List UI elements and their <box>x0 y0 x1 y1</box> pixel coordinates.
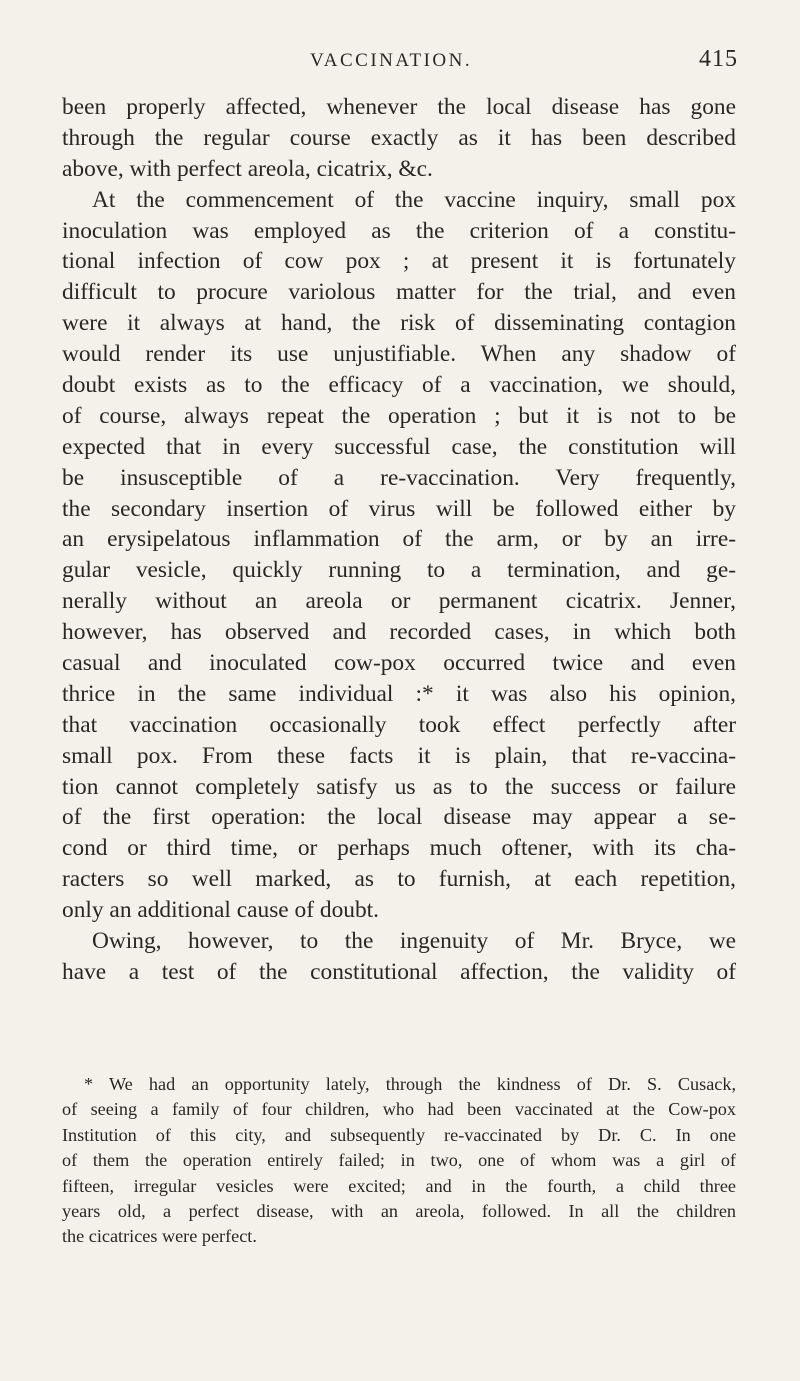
body-line: inoculation was employed as the criterion of a constitu- <box>62 217 736 244</box>
running-head <box>62 46 738 80</box>
footnote-line: * We had an opportunity lately, through the kindness of Dr. S. Cusack, <box>84 1074 736 1094</box>
body-line: small pox. From these facts it is plain, that re-vaccina- <box>62 742 736 769</box>
footnote-line: years old, a perfect disease, with an areola, followed. In all the children <box>62 1200 736 1221</box>
body-line: difficult to procure variolous matter for the trial, and even <box>62 279 736 306</box>
body-line: above, with perfect areola, cicatrix, &c. <box>62 155 433 182</box>
page-number: 415 <box>699 46 738 72</box>
body-line: Owing, however, to the ingenuity of Mr. Bryce, we <box>92 928 736 955</box>
footnote-line: of them the operation entirely failed; in two, one of whom was a girl of <box>62 1150 736 1171</box>
body-line: been properly affected, whenever the local disease has gone <box>62 94 736 120</box>
body-line: however, has observed and recorded cases, in which both <box>62 619 736 646</box>
body-line: were it always at hand, the risk of disseminating contagion <box>62 310 736 337</box>
body-line: At the commencement of the vaccine inquiry, small pox <box>92 186 736 213</box>
body-line: cond or third time, or perhaps much oftener, with its cha- <box>62 835 736 862</box>
running-title: VACCINATION. <box>310 50 473 71</box>
body-line: through the regular course exactly as it has been described <box>62 124 736 151</box>
body-line: of the first operation: the local disease may appear a se- <box>62 804 736 831</box>
body-line: nerally without an areola or permanent cicatrix. Jenner, <box>62 588 736 615</box>
body-line: tional infection of cow pox ; at present it is fortunately <box>62 248 736 275</box>
body-line: racters so well marked, as to furnish, at each repetition, <box>62 866 736 893</box>
body-line: doubt exists as to the efficacy of a vaccination, we should, <box>62 372 736 399</box>
body-line: thrice in the same individual :* it was also his opinion, <box>62 680 736 707</box>
footnote-line: of seeing a family of four children, who had been vaccinated at the Cow-pox <box>62 1099 736 1120</box>
body-line: expected that in every successful case, the constitution will <box>62 433 736 460</box>
body-line: be insusceptible of a re-vaccination. Very frequently, <box>62 464 736 491</box>
body-line: that vaccination occasionally took effect perfectly after <box>62 711 736 738</box>
body-line: tion cannot completely satisfy us as to the success or failure <box>62 773 736 800</box>
body-line: gular vesicle, quickly running to a termination, and ge- <box>62 557 736 584</box>
body-line: the secondary insertion of virus will be followed either by <box>62 495 736 522</box>
body-line: of course, always repeat the operation ; but it is not to be <box>62 402 736 429</box>
body-line: an erysipelatous inflammation of the arm, or by an irre- <box>62 526 736 553</box>
body-line: have a test of the constitutional affection, the validity of <box>62 958 736 985</box>
body-line: only an additional cause of doubt. <box>62 897 379 924</box>
body-line: casual and inoculated cow-pox occurred twice and even <box>62 650 736 677</box>
footnote-line: Institution of this city, and subsequently re-vaccinated by Dr. C. In one <box>62 1124 736 1145</box>
footnote <box>62 1072 736 1250</box>
footnote-line: fifteen, irregular vesicles were excited; and in the fourth, a child three <box>62 1175 736 1196</box>
footnote-line: the cicatrices were perfect. <box>62 1226 257 1247</box>
body-line: would render its use unjustifiable. When any shadow of <box>62 341 736 368</box>
body-text <box>62 92 736 988</box>
